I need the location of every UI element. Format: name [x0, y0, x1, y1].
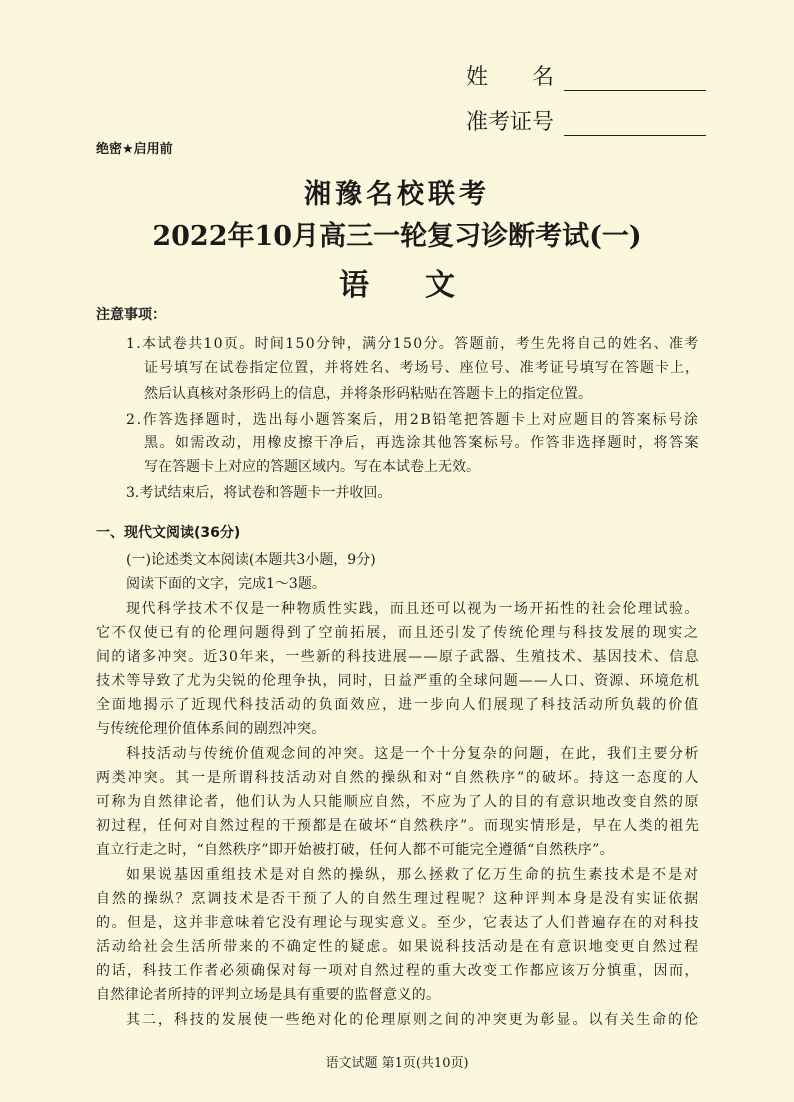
passage-line: 技术等导致了尤为尖锐的伦理争执，同时，日益严重的全球问题——人口、资源、环境危机	[96, 673, 700, 689]
notice-item: 证号填写在试卷指定位置，并将姓名、考场号、座位号、准考证号填写在答题卡上，	[144, 360, 700, 376]
notice-item: 3.考试结束后，将试卷和答题卡一并收回。	[126, 485, 392, 501]
passage-line: 的。但是，这并非意味着它没有理论与现实意义。至少，它表达了人们普遍存在的对科技	[96, 915, 700, 931]
id-field	[466, 105, 706, 136]
passage-line: 初过程，任何对自然过程的干预都是在破坏“自然秩序”。而现实情形是，早在人类的祖先	[96, 818, 701, 834]
passage-line: 与传统伦理价值体系间的剧烈冲突。	[96, 721, 326, 737]
passage-line: 如果说基因重组技术是对自然的操纵，那么拯救了亿万生命的抗生素技术是不是对	[126, 867, 700, 883]
passage-line: 直立行走之时，“自然秩序”即开始被打破，任何人都不可能完全遵循“自然秩序”。	[96, 842, 614, 858]
subsection-heading: (一)论述类文本阅读(本题共3小题，9分)	[126, 552, 376, 568]
exam-title: 湘豫名校联考	[304, 179, 490, 210]
passage-line: 自然律论者所持的评判立场是具有重要的监督意义的。	[96, 987, 441, 1003]
passage-line: 全面地揭示了近现代科技活动的负面效应，进一步向人们展现了科技活动所负载的价值	[96, 697, 700, 713]
passage-line: 可称为自然律论者，他们认为人只能顺应自然，不应为了人的目的有意识地改变自然的原	[96, 794, 700, 810]
passage-line: 其二，科技的发展使一些绝对化的伦理原则之间的冲突更为彰显。以有关生命的伦	[126, 1012, 700, 1028]
passage-line: 的话，科技工作者必须确保对每一项对自然过程的重大改变工作都应该万分慎重，因而，	[96, 963, 700, 979]
secret-mark: 绝密★启用前	[96, 142, 173, 157]
passage-line: 间的诸多冲突。近30年来，一些新的科技进展——原子武器、生殖技术、基因技术、信息	[96, 649, 700, 665]
id-label: 准考证号	[466, 110, 555, 135]
passage-line: 它不仅使已有的伦理问题得到了空前拓展，而且还引发了传统伦理与科技发展的现实之	[96, 625, 700, 641]
name-blank	[564, 68, 706, 91]
exam-subtitle: 2022年10月高三一轮复习诊断考试(一)	[152, 221, 642, 252]
notice-item: 黑。如需改动，用橡皮擦干净后，再选涂其他答案标号。作答非选择题时，将答案	[144, 435, 700, 451]
section-heading: 一、现代文阅读(36分)	[96, 525, 241, 541]
notice-item: 然后认真核对条形码上的信息，并将条形码粘贴在答题卡上的指定位置。	[144, 386, 592, 402]
notice-item: 1.本试卷共10页。时间150分钟，满分150分。答题前，考生先将自己的姓名、准考	[126, 336, 700, 352]
subject-title: 语文	[339, 268, 511, 303]
name-label: 姓 名	[466, 65, 555, 90]
id-blank	[564, 113, 706, 136]
passage-line: 科技活动与传统价值观念间的冲突。这是一个十分复杂的问题，在此，我们主要分析	[126, 746, 700, 762]
passage-line: 活动给社会生活所带来的不确定性的疑虑。如果说科技活动是在有意识地变更自然过程	[96, 939, 700, 955]
passage-line: 两类冲突。其一是所谓科技活动对自然的操纵和对“自然秩序”的破坏。持这一态度的人	[96, 770, 701, 786]
passage-line: 现代科学技术不仅是一种物质性实践，而且还可以视为一场开拓性的社会伦理试验。	[126, 601, 700, 617]
name-field	[466, 60, 706, 91]
page-footer: 语文试题 第1页(共10页)	[325, 1056, 469, 1071]
notice-heading: 注意事项：	[96, 307, 166, 323]
notice-item: 写在答题卡上对应的答题区域内。写在本试卷上无效。	[144, 459, 480, 475]
reading-instruction: 阅读下面的文字，完成1～3题。	[126, 576, 326, 592]
passage-line: 自然的操纵？烹调技术是否干预了人的自然生理过程呢？这种评判本身是没有实证依据	[96, 891, 700, 907]
notice-item: 2.作答选择题时，选出每小题答案后，用2B铅笔把答题卡上对应题目的答案标号涂	[126, 412, 700, 428]
